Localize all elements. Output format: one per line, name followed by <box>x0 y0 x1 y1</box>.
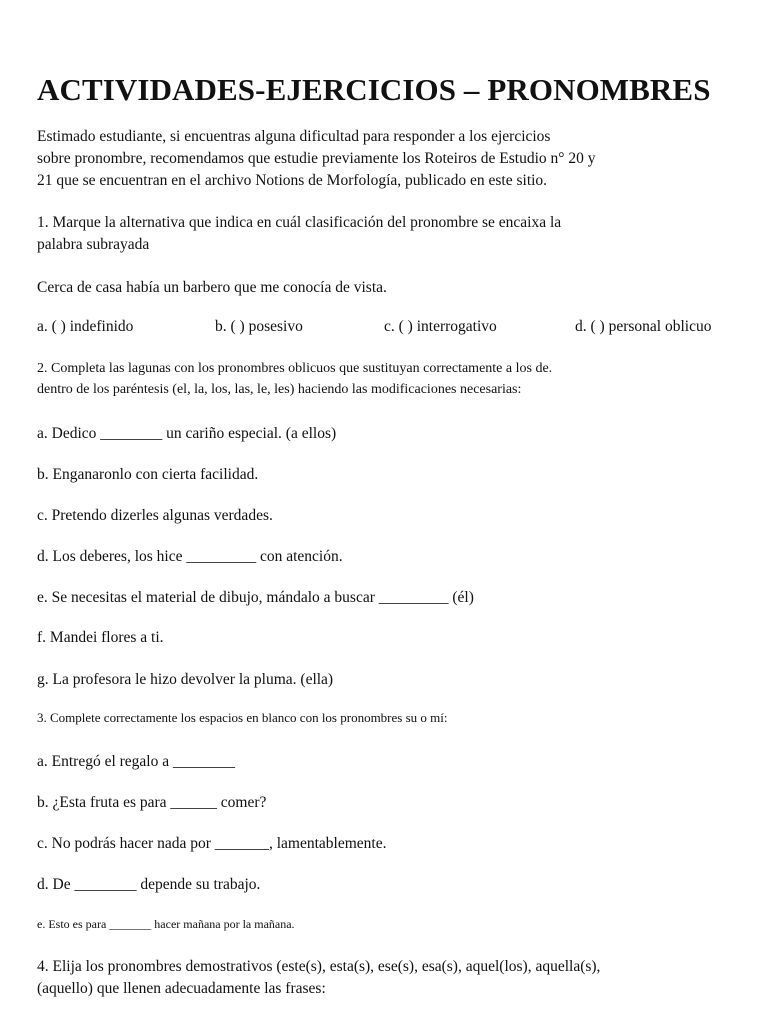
prompt-line: palabra subrayada <box>37 236 150 253</box>
intro-line: sobre pronombre, recomendamos que estudie previamente los Roteiros de Estudio n° 20 y <box>37 150 596 167</box>
q3-item-c: c. No podrás hacer nada por _______, lamentablemente. <box>37 835 387 852</box>
page-title: ACTIVIDADES-EJERCICIOS – PRONOMBRES <box>37 72 711 107</box>
q2-item-b: b. Enganaronlo con cierta facilidad. <box>37 466 259 483</box>
question-2-prompt <box>37 358 552 400</box>
intro-line: Estimado estudiante, si encuentras alguna dificultad para responder a los ejercicios <box>37 128 551 145</box>
q2-item-f: f. Mandei flores a ti. <box>37 629 164 646</box>
q2-item-e: e. Se necesitas el material de dibujo, mándalo a buscar _________ (él) <box>37 589 474 606</box>
q3-item-b: b. ¿Esta fruta es para ______ comer? <box>37 794 267 811</box>
prompt-line: 4. Elija los pronombres demostrativos (este(s), esta(s), ese(s), esa(s), aquel(los), aquella(s), <box>37 958 601 975</box>
question-3-prompt: 3. Complete correctamente los espacios en blanco con los pronombres su o mí: <box>37 710 448 725</box>
q2-item-c: c. Pretendo dizerles algunas verdades. <box>37 507 273 524</box>
prompt-line: dentro de los paréntesis (el, la, los, las, le, les) haciendo las modificaciones necesarias: <box>37 382 522 397</box>
q1-option-d[interactable]: d. ( ) personal oblicuo <box>575 318 712 335</box>
intro-line: 21 que se encuentran en el archivo Notions de Morfología, publicado en este sitio. <box>37 172 548 189</box>
q3-item-e: e. Esto es para _______ hacer mañana por la mañana. <box>37 917 295 931</box>
q1-option-b[interactable]: b. ( ) posesivo <box>215 318 303 335</box>
q1-option-c[interactable]: c. ( ) interrogativo <box>384 318 497 335</box>
q3-item-d: d. De ________ depende su trabajo. <box>37 876 261 893</box>
q2-item-g: g. La profesora le hizo devolver la pluma. (ella) <box>37 671 334 688</box>
q3-item-a: a. Entregó el regalo a ________ <box>37 753 235 770</box>
prompt-line: 1. Marque la alternativa que indica en cuál clasificación del pronombre se encaixa la <box>37 214 562 231</box>
q2-item-d: d. Los deberes, los hice _________ con atención. <box>37 548 343 565</box>
intro-paragraph <box>37 126 595 192</box>
prompt-line: 2. Completa las lagunas con los pronombres oblicuos que sustituyan correctamente a los de. <box>37 361 553 376</box>
question-1-prompt <box>37 212 561 256</box>
prompt-line: (aquello) que llenen adecuadamente las frases: <box>37 980 326 997</box>
q2-item-a: a. Dedico ________ un cariño especial. (a ellos) <box>37 425 337 442</box>
q1-option-a[interactable]: a. ( ) indefinido <box>37 318 134 335</box>
question-1-sentence: Cerca de casa había un barbero que me conocía de vista. <box>37 279 387 296</box>
question-4-prompt <box>37 956 600 1000</box>
